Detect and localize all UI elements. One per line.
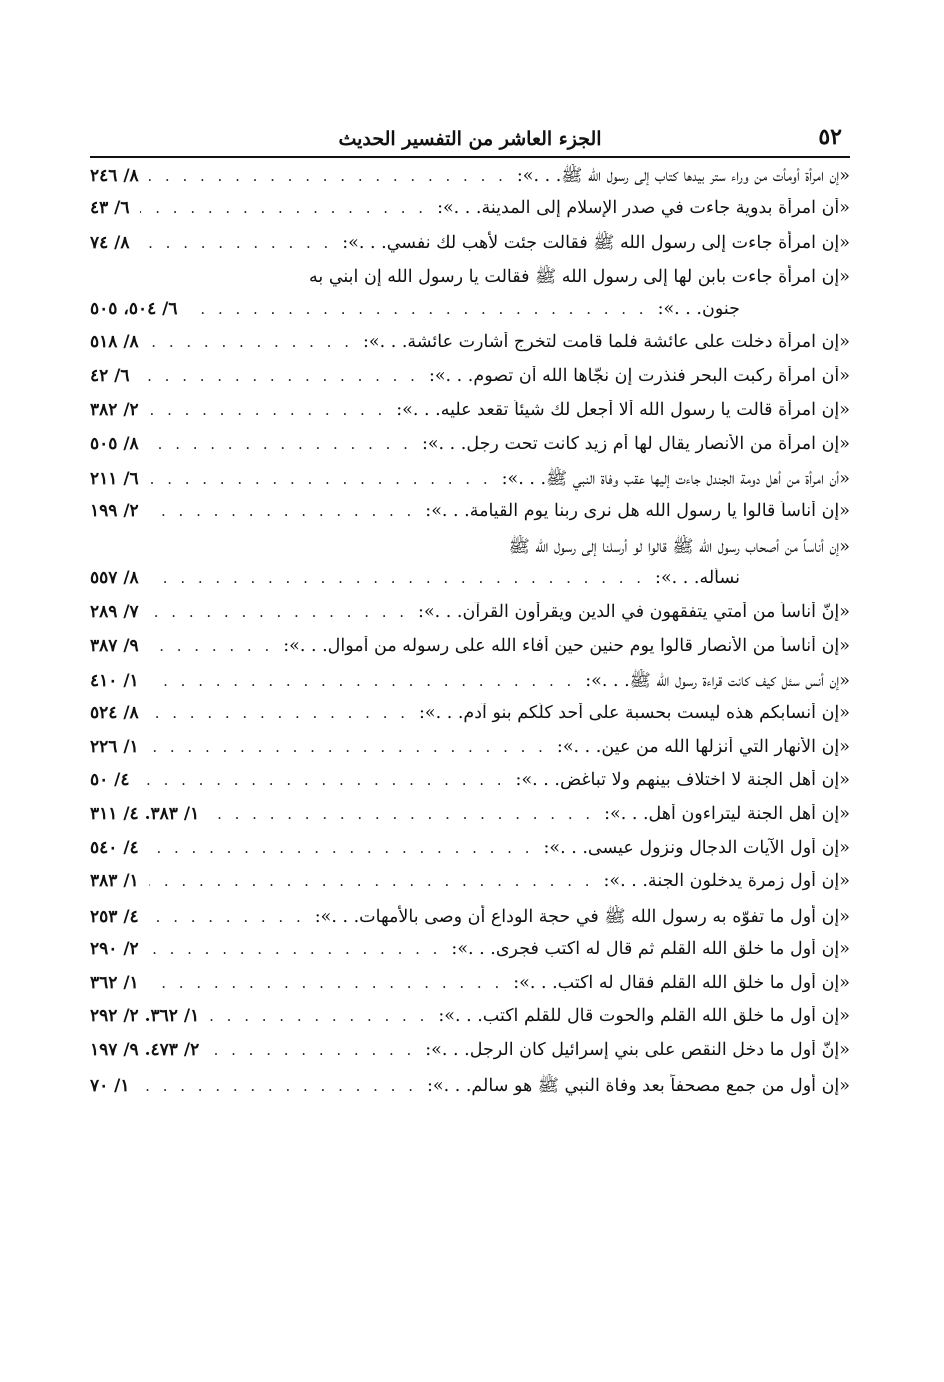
- entry-text: «إن امرأة جاءت إلى رسول الله ﷺ فقالت جئت لأهب لك نفسي. . .»:: [342, 233, 850, 254]
- index-entry: [90, 838, 850, 872]
- entry-text: «إن أول ما خلق الله القلم فقال له اكتب. . .»:: [513, 972, 850, 993]
- index-entry: [90, 770, 850, 804]
- entry-reference: ٤/ ٥٤٠: [90, 837, 139, 858]
- dot-leader: [149, 940, 442, 958]
- index-entry: [90, 636, 850, 670]
- dot-leader: [209, 1041, 415, 1059]
- entry-reference: ٦/ ٤٣: [90, 197, 130, 218]
- entry-reference: ٨/ ٢٤٦: [90, 166, 139, 186]
- entry-text: «إن أول ما خلق الله القلم والحوت قال للقلم اكتب. . .»:: [438, 1006, 850, 1027]
- entry-text: «إن أول زمرة يدخلون الجنة. . .»:: [603, 871, 850, 892]
- entry-text: «إن أول من جمع مصحفاً بعد وفاة النبي ﷺ هو سالم. . .»:: [426, 1075, 850, 1096]
- index-entry: [90, 703, 850, 737]
- index-entry: [90, 231, 850, 265]
- entry-reference: ٨/ ٥١٨: [90, 332, 139, 353]
- entry-reference: ٤/ ٥٠: [90, 770, 130, 791]
- entry-text: «إن امرأة قالت يا رسول الله ألا أجعل لك شيئاً تقعد عليه. . .»:: [396, 399, 850, 420]
- page-header: [90, 112, 850, 158]
- entry-text: «إن أنسابكم هذه ليست بحسبة على أحد كلّكم بنو آدم. . .»:: [419, 703, 850, 723]
- dot-leader: [149, 637, 274, 655]
- index-entries: [90, 164, 850, 1107]
- entry-reference: ٨/ ٥٠٥: [90, 433, 139, 454]
- dot-leader: [209, 1007, 428, 1025]
- entry-text: «إن امرأة دخلت على عائشة فلما قامت لتخرج أشارت عائشة. . .»:: [362, 332, 850, 353]
- entry-text: «إن أناساً من الأنصار قالوا يوم حنين حين أفاء الله على رسوله من أموال. . .»:: [283, 635, 850, 656]
- entry-reference: ١/ ٣٦٢. ٢/ ٢٩٢: [90, 1006, 200, 1027]
- index-entry: [90, 804, 850, 838]
- entry-reference: ١/ ٣٨٣. ٤/ ٣١١: [90, 804, 200, 825]
- dot-leader: [140, 771, 506, 789]
- entry-reference: ٨/ ٥٢٤: [90, 703, 139, 723]
- dot-leader: [140, 199, 428, 217]
- index-entry: [90, 1006, 850, 1040]
- entry-reference: ٢/ ٣٨٢: [90, 399, 139, 420]
- index-entry: [90, 871, 850, 905]
- dot-leader: [149, 569, 645, 587]
- entry-reference: ٦/ ٢١١: [90, 469, 139, 490]
- entry-reference: ١/ ٢٢٦: [90, 736, 139, 757]
- entry-text: «إن أهل الجنة لا اختلاف بينهم ولا تباغض. . .»:: [515, 770, 850, 791]
- entry-text: «إن أول ما تفوّه به رسول الله ﷺ في حجة الوداع أن وصى بالأمهات. . .»:: [314, 907, 850, 928]
- entry-text: «إن امرأة جاءت بابن لها إلى رسول الله ﷺ فقالت يا رسول الله إن ابني به: [309, 267, 850, 288]
- entry-reference: ٨/ ٧٤: [90, 233, 130, 254]
- index-entry: [90, 535, 850, 569]
- dot-leader: [149, 333, 353, 351]
- index-entry: [90, 501, 850, 535]
- dot-leader: [140, 234, 333, 252]
- entry-reference: ٨/ ٥٥٧: [90, 568, 139, 589]
- entry-text: «إن أول الآيات الدجال ونزول عيسى. . .»:: [543, 837, 850, 858]
- entry-reference: ٢/ ٢٩٠: [90, 938, 139, 959]
- entry-text: «إن امرأة من الأنصار يقال لها أم زيد كانت تحت رجل. . .»:: [421, 433, 850, 454]
- entry-text: نسأله. . .»:: [655, 568, 740, 589]
- entry-text: «أن امرأة ركبت البحر فنذرت إن نجّاها الله أن تصوم. . .»:: [428, 366, 850, 387]
- entry-reference: ٦/ ٥٠٤، ٥٠٥: [90, 298, 178, 319]
- dot-leader: [140, 1077, 417, 1095]
- index-entry: [90, 164, 850, 198]
- entry-text: «إن أناساً من أصحاب رسول الله ﷺ قالوا لو أرسلنا إلى رسول الله ﷺ: [508, 536, 850, 557]
- entry-text: «إن الأنهار التي أنزلها الله من عين. . .»:: [556, 736, 850, 757]
- entry-text: «إنّ أناساً من أمتي يتفقهون في الدين ويقرأون القرآن. . .»:: [418, 601, 850, 622]
- index-entry: [90, 332, 850, 366]
- entry-text: «إن امرأة أومأت من وراء ستر بيدها كتاب إلى رسول الله ﷺ. . .»:: [516, 166, 850, 186]
- index-entry: [90, 434, 850, 468]
- dot-leader: [149, 603, 408, 621]
- entry-reference: ٢/ ١٩٩: [90, 500, 139, 521]
- running-title: الجزء العاشر من التفسير الحديث: [338, 128, 602, 150]
- index-entry: [90, 265, 850, 299]
- entry-reference: ٩/ ٣٨٧: [90, 635, 139, 656]
- entry-text: «أن امرأة من أهل دومة الجندل جاءت إليها عقب وفاة النبي ﷺ. . .»:: [501, 469, 850, 490]
- entry-text: «إن أول ما خلق الله القلم ثم قال له اكتب فجرى. . .»:: [451, 938, 850, 959]
- index-entry: [90, 400, 850, 434]
- index-entry: [90, 939, 850, 973]
- index-entry: [90, 198, 850, 232]
- index-entry: [90, 1040, 850, 1074]
- dot-leader: [149, 704, 409, 722]
- index-entry: [90, 299, 850, 333]
- dot-leader: [149, 872, 594, 890]
- dot-leader: [149, 167, 507, 185]
- entry-reference: ١/ ٧٠: [90, 1075, 130, 1096]
- entry-reference: ٧/ ٢٨٩: [90, 601, 139, 622]
- entry-text: «إن أنس سئل كيف كانت قراءة رسول الله ﷺ. . .»:: [585, 671, 850, 692]
- index-entry: [90, 669, 850, 703]
- dot-leader: [140, 367, 419, 385]
- dot-leader: [209, 805, 594, 823]
- dot-leader: [149, 839, 534, 857]
- index-entry: [90, 602, 850, 636]
- entry-text: «إن أناساً قالوا يا رسول الله هل نرى ربنا يوم القيامة. . .»:: [425, 500, 850, 521]
- entry-reference: ٦/ ٤٢: [90, 366, 130, 387]
- dot-leader: [149, 401, 387, 419]
- index-entry: [90, 973, 850, 1007]
- entry-text: جنون. . .»:: [657, 298, 740, 319]
- entry-reference: ١/ ٤١٠: [90, 671, 139, 692]
- dot-leader: [149, 435, 412, 453]
- index-entry: [90, 737, 850, 771]
- dot-leader: [149, 470, 492, 488]
- index-entry: [90, 366, 850, 400]
- index-entry: [90, 467, 850, 501]
- index-entry: [90, 905, 850, 939]
- entry-reference: ٤/ ٢٥٣: [90, 907, 139, 928]
- entry-reference: ٢/ ٤٧٣. ٩/ ١٩٧: [90, 1039, 200, 1060]
- dot-leader: [149, 974, 504, 992]
- entry-reference: ١/ ٣٨٣: [90, 871, 139, 892]
- dot-leader: [149, 502, 416, 520]
- dot-leader: [149, 908, 305, 926]
- entry-text: «إن أهل الجنة ليتراءون أهل. . .»:: [604, 804, 850, 825]
- entry-text: «إنّ أول ما دخل النقص على بني إسرائيل كان الرجل. . .»:: [425, 1039, 850, 1060]
- index-entry: [90, 568, 850, 602]
- entry-reference: ١/ ٣٦٢: [90, 972, 139, 993]
- book-page: [90, 112, 850, 1312]
- index-entry: [90, 1074, 850, 1108]
- page-number: ٥٢: [818, 124, 842, 150]
- dot-leader: [149, 738, 547, 756]
- entry-text: «أن امرأة بدوية جاءت في صدر الإسلام إلى المدينة. . .»:: [437, 197, 850, 218]
- dot-leader: [149, 672, 576, 690]
- dot-leader: [188, 300, 648, 318]
